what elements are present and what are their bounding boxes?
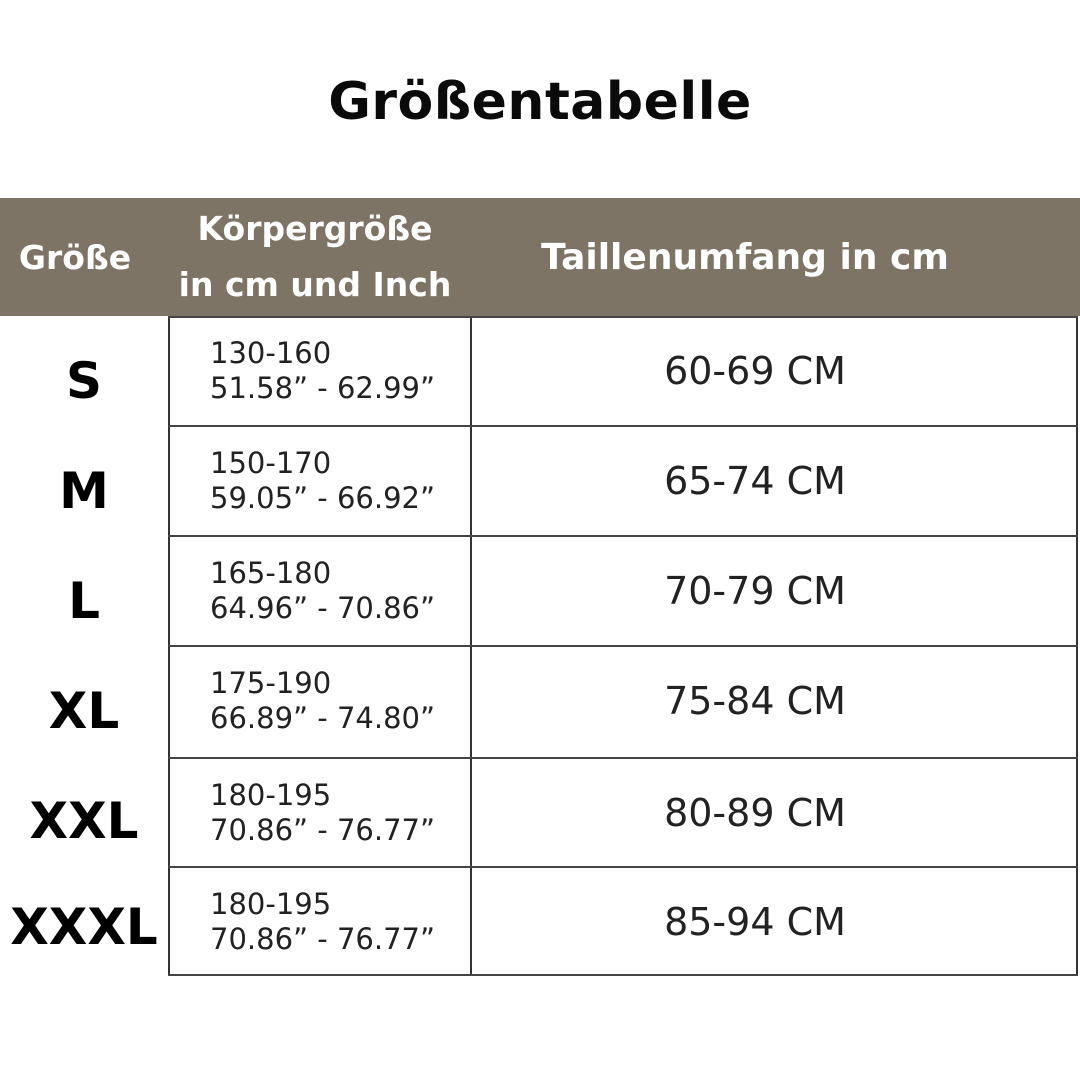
table-header bbox=[0, 198, 1080, 316]
waist-cell: 75-84 CM bbox=[664, 679, 846, 723]
waist-cell: 70-79 CM bbox=[664, 569, 846, 613]
height-inch: 66.89” - 74.80” bbox=[210, 701, 435, 735]
height-inch: 64.96” - 70.86” bbox=[210, 591, 435, 625]
size-label-xxxl: XXXL bbox=[10, 898, 158, 956]
waist-cell: 60-69 CM bbox=[664, 349, 846, 393]
body-height-cell bbox=[210, 646, 470, 756]
height-inch: 51.58” - 62.99” bbox=[210, 371, 435, 405]
header-body-height-line1: Körpergröße bbox=[197, 209, 433, 248]
body-height-cell bbox=[210, 536, 470, 646]
table-row bbox=[168, 536, 1078, 646]
size-label-l: L bbox=[68, 572, 100, 630]
height-cm: 150-170 bbox=[210, 446, 332, 480]
waist-cell: 80-89 CM bbox=[664, 791, 846, 835]
table-row bbox=[168, 867, 1078, 977]
body-height-cell bbox=[210, 867, 470, 977]
body-height-cell bbox=[210, 426, 470, 536]
waist-cell: 65-74 CM bbox=[664, 459, 846, 503]
table-row bbox=[168, 646, 1078, 756]
waist-cell: 85-94 CM bbox=[664, 900, 846, 944]
header-body-height-line2: in cm und Inch bbox=[178, 265, 452, 304]
header-size: Größe bbox=[18, 237, 132, 277]
size-label-m: M bbox=[59, 462, 109, 520]
height-cm: 175-190 bbox=[210, 666, 332, 700]
size-label-xl: XL bbox=[48, 682, 120, 740]
header-body-height bbox=[150, 198, 480, 316]
size-label-s: S bbox=[65, 352, 102, 410]
table-row bbox=[168, 316, 1078, 426]
header-waist: Taillenumfang in cm bbox=[541, 236, 949, 278]
size-label-xxl: XXL bbox=[29, 792, 139, 850]
table-row bbox=[168, 426, 1078, 536]
table-row bbox=[168, 758, 1078, 868]
height-inch: 70.86” - 76.77” bbox=[210, 922, 435, 956]
height-cm: 180-195 bbox=[210, 778, 332, 812]
body-height-cell bbox=[210, 316, 470, 426]
height-inch: 70.86” - 76.77” bbox=[210, 813, 435, 847]
height-inch: 59.05” - 66.92” bbox=[210, 481, 435, 515]
height-cm: 165-180 bbox=[210, 556, 332, 590]
page-title: Größentabelle bbox=[328, 72, 752, 132]
height-cm: 130-160 bbox=[210, 336, 332, 370]
height-cm: 180-195 bbox=[210, 887, 332, 921]
size-table bbox=[168, 316, 1078, 976]
body-height-cell bbox=[210, 758, 470, 868]
